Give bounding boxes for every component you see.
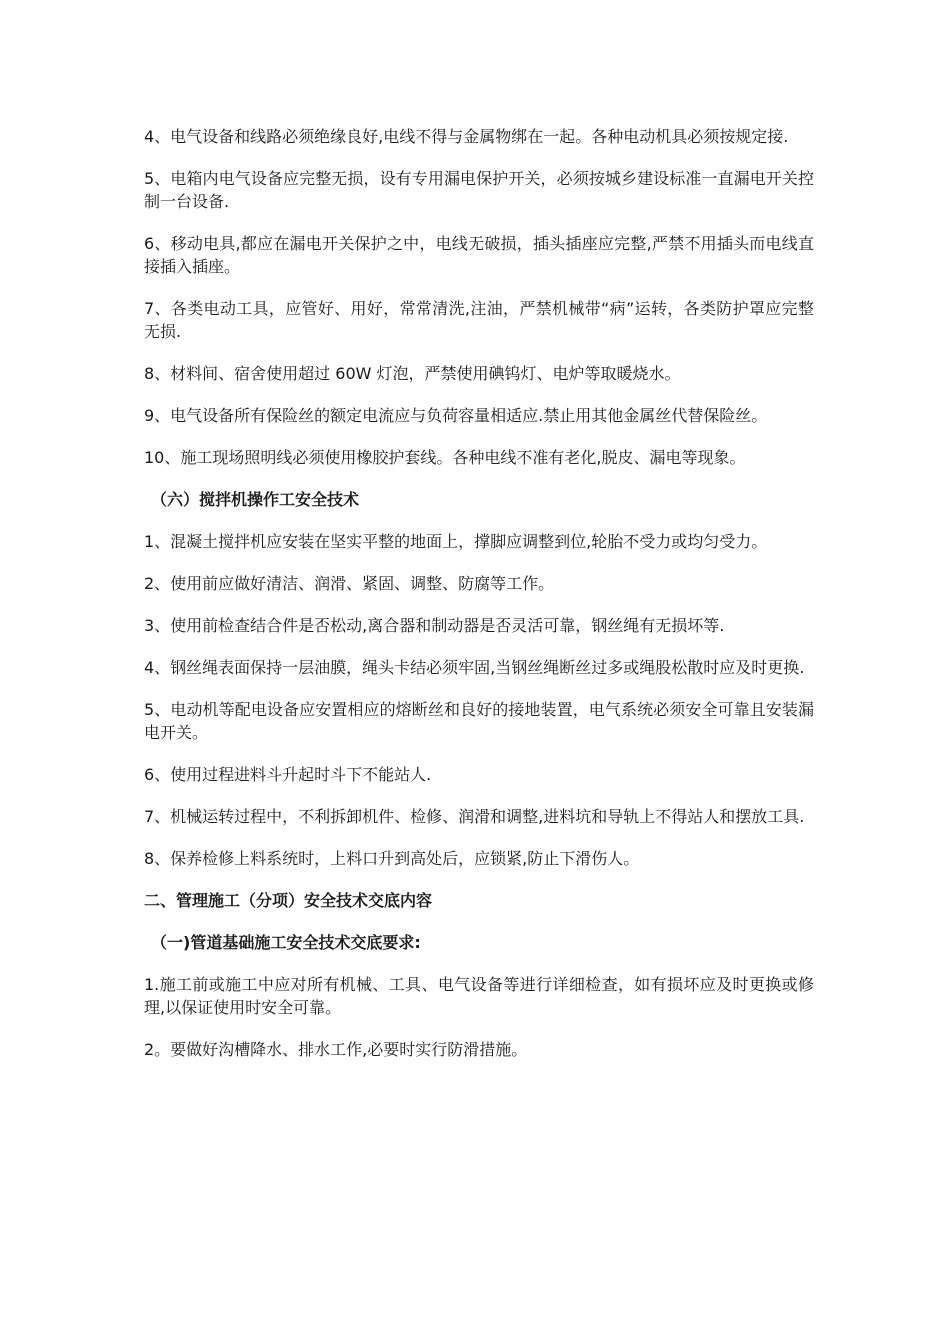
paragraph-electrical-4: 4、电气设备和线路必须绝缘良好,电线不得与金属物绑在一起。各种电动机具必须按规定接. xyxy=(144,127,789,146)
paragraph-mixer-8: 8、保养检修上料系统时，上料口升到高处后，应锁紧,防止下滑伤人。 xyxy=(144,849,640,868)
paragraph-pipe-2: 2。要做好沟槽降水、排水工作,必要时实行防滑措施。 xyxy=(144,1040,528,1059)
paragraph-mixer-1: 1、混凝土搅拌机应安装在坚实平整的地面上，撑脚应调整到位,轮胎不受力或均匀受力。 xyxy=(144,532,768,551)
subsection-heading-pipe-foundation: （一)管道基础施工安全技术交底要求: xyxy=(151,933,421,952)
paragraph-mixer-3: 3、使用前检查结合件是否松动,离合器和制动器是否灵活可靠，钢丝绳有无损坏等. xyxy=(144,616,725,635)
paragraph-mixer-2: 2、使用前应做好清洁、润滑、紧固、调整、防腐等工作。 xyxy=(144,574,555,593)
paragraph-mixer-4: 4、钢丝绳表面保持一层油膜，绳头卡结必须牢固,当钢丝绳断丝过多或绳股松散时应及时更换. xyxy=(144,658,805,677)
section-heading-mixer: （六）搅拌机操作工安全技术 xyxy=(151,490,360,509)
paragraph-electrical-9: 9、电气设备所有保险丝的额定电流应与负荷容量相适应.禁止用其他金属丝代替保险丝。 xyxy=(144,406,768,425)
paragraph-electrical-10: 10、施工现场照明线必须使用橡胶护套线。各种电线不准有老化,脱皮、漏电等现象。 xyxy=(144,448,746,467)
paragraph-electrical-7: 7、各类电动工具，应管好、用好，常常清洗,注油，严禁机械带“病”运转，各类防护罩应完整无损. xyxy=(144,299,814,341)
paragraph-pipe-1: 1.施工前或施工中应对所有机械、工具、电气设备等进行详细检查，如有损坏应及时更换或修理,以保证使用时安全可靠。 xyxy=(144,975,814,1017)
paragraph-electrical-6: 6、移动电具,都应在漏电开关保护之中，电线无破损，插头插座应完整,严禁不用插头而电线直接插入插座。 xyxy=(144,234,814,276)
section-heading-pipeline: 二、管理施工（分项）安全技术交底内容 xyxy=(144,891,433,910)
paragraph-electrical-8: 8、材料间、宿舍使用超过 60W 灯泡，严禁使用碘钨灯、电炉等取暖烧水。 xyxy=(144,364,681,383)
document-body xyxy=(144,125,814,1080)
paragraph-mixer-7: 7、机械运转过程中，不利拆卸机件、检修、润滑和调整,进料坑和导轨上不得站人和摆放工具. xyxy=(144,807,805,826)
paragraph-electrical-5: 5、电箱内电气设备应完整无损，设有专用漏电保护开关，必须按城乡建设标准一直漏电开关控制一台设备. xyxy=(144,169,814,211)
paragraph-mixer-5: 5、电动机等配电设备应安置相应的熔断丝和良好的接地装置，电气系统必须安全可靠且安装漏电开关。 xyxy=(144,700,814,742)
paragraph-mixer-6: 6、使用过程进料斗升起时斗下不能站人. xyxy=(144,765,432,784)
